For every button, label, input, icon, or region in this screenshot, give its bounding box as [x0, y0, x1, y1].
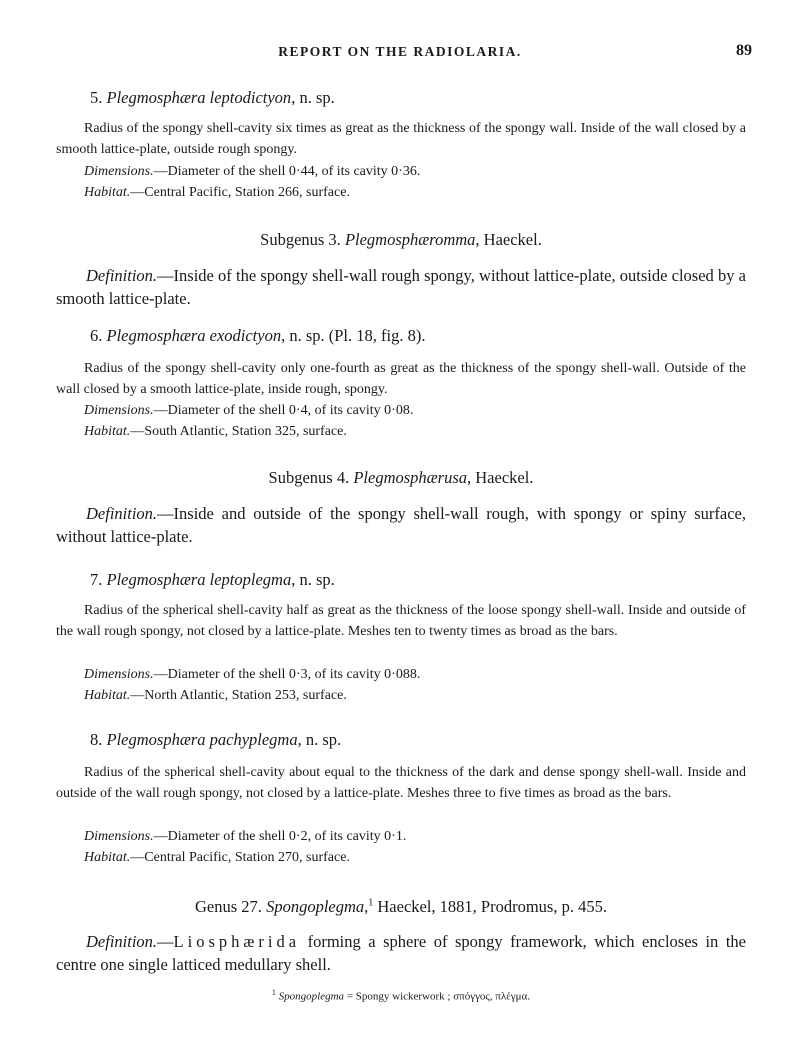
species-name: Plegmosphæra leptoplegma [106, 570, 292, 589]
genus-name: Spongoplegma [266, 897, 365, 916]
species-description: Radius of the spherical shell-cavity about equal to the thickness of the dark and dense spongy shell-wall. Inside and outside of the wall rough spongy, not closed by a lattice-plate. Meshes three to five times as broad as the bars. [56, 765, 746, 801]
footnote-mark: 1 [271, 988, 276, 997]
definition-text: forming a sphere of spongy framework, which encloses in the centre one single latticed medullary shell. [56, 932, 746, 974]
dimensions-text: —Diameter of the shell 0·44, of its cavity 0·36. [153, 164, 421, 179]
species-heading [56, 570, 780, 590]
running-title: REPORT ON THE RADIOLARIA. [278, 44, 522, 59]
species-dimensions [56, 161, 774, 182]
species-name: Plegmosphæra leptodictyon [106, 88, 292, 107]
species-note: , n. sp. (Pl. 18, fig. 8). [281, 326, 426, 345]
species-description: Radius of the spongy shell-cavity only one-fourth as great as the thickness of the spongy shell-wall. Outside of the wall closed by a smooth lattice-plate, inside rough, spongy. [56, 361, 746, 397]
subgenus-name: Plegmosphæromma [344, 230, 476, 249]
species-habitat [56, 421, 774, 442]
species-name: Plegmosphæra exodictyon [106, 326, 282, 345]
habitat-text: —North Atlantic, Station 253, surface. [130, 688, 347, 703]
species-dimensions [56, 400, 774, 421]
definition-dash: — [157, 932, 174, 951]
species-note: , n. sp. [291, 88, 335, 107]
subgenus-suffix: , Haeckel. [475, 230, 542, 249]
footnote [56, 988, 746, 1003]
subgenus-name: Plegmosphærusa [353, 468, 468, 487]
page-number: 89 [736, 42, 752, 59]
genus-definition [56, 930, 746, 976]
dimensions-label: Dimensions. [84, 667, 154, 682]
definition-label: Definition. [86, 504, 158, 523]
dimensions-label: Dimensions. [84, 403, 154, 418]
footnote-term: Spongoplegma [278, 990, 345, 1003]
definition-label: Definition. [86, 932, 158, 951]
habitat-label: Habitat. [84, 424, 131, 439]
habitat-label: Habitat. [84, 688, 131, 703]
species-note: , n. sp. [297, 730, 342, 749]
subgenus-prefix: Subgenus 4. [268, 468, 354, 487]
genus-prefix: Genus 27. [195, 897, 267, 916]
dimensions-label: Dimensions. [84, 164, 154, 179]
habitat-label: Habitat. [84, 850, 131, 865]
dimensions-text: —Diameter of the shell 0·3, of its cavity 0·088. [153, 667, 421, 682]
species-habitat [56, 182, 774, 203]
habitat-text: —Central Pacific, Station 266, surface. [130, 185, 350, 200]
subgenus-definition [56, 264, 746, 310]
footnote-reference[interactable]: 1 [368, 897, 374, 909]
definition-label: Definition. [86, 266, 158, 285]
footnote-text: = Spongy wickerwork ; σπόγγος, πλέγμα. [344, 990, 531, 1003]
dimensions-text: —Diameter of the shell 0·4, of its cavity 0·08. [153, 403, 414, 418]
species-heading [56, 88, 780, 108]
species-habitat [56, 685, 774, 706]
subgenus-definition [56, 502, 746, 548]
habitat-text: —South Atlantic, Station 325, surface. [130, 424, 347, 439]
species-heading [56, 730, 780, 750]
species-description: Radius of the spongy shell-cavity six times as great as the thickness of the spongy wall. Inside of the wall closed by a smooth lattice-plate, outside rough spongy. [56, 121, 746, 157]
species-name: Plegmosphæra pachyplegma [106, 730, 298, 749]
species-habitat [56, 847, 774, 868]
habitat-text: —Central Pacific, Station 270, surface. [130, 850, 350, 865]
subgenus-heading [56, 230, 746, 250]
genus-heading: Genus 27. Spongoplegma,$^1$ Haeckel, 1881, Prodromus, p. 455. [195, 897, 607, 916]
definition-text: —Inside and outside of the spongy shell-wall rough, with spongy or spiny surface, without lattice-plate. [56, 504, 746, 546]
species-dimensions [56, 664, 774, 685]
habitat-label: Habitat. [84, 185, 131, 200]
dimensions-label: Dimensions. [84, 829, 154, 844]
species-dimensions [56, 826, 774, 847]
dimensions-text: —Diameter of the shell 0·2, of its cavity 0·1. [153, 829, 407, 844]
species-note: , n. sp. [291, 570, 335, 589]
species-description: Radius of the spherical shell-cavity half as great as the thickness of the loose spongy shell-wall. Inside and outside of the wall rough spongy, not closed by a lattice-plate. Meshes ten to twenty times as broad as the bars. [56, 603, 746, 639]
species-number: 5. [90, 88, 103, 107]
family-name: Liosphærida [173, 932, 301, 951]
subgenus-heading [56, 468, 746, 488]
definition-text: —Inside of the spongy shell-wall rough spongy, without lattice-plate, outside closed by a smooth lattice-plate. [56, 266, 746, 308]
genus-suffix: Haeckel, 1881, Prodromus, p. 455. [373, 897, 607, 916]
subgenus-suffix: , Haeckel. [467, 468, 534, 487]
subgenus-prefix: Subgenus 3. [260, 230, 345, 249]
species-number: 8. [90, 730, 103, 749]
species-heading [56, 326, 780, 346]
species-number: 7. [90, 570, 103, 589]
species-number: 6. [90, 326, 103, 345]
